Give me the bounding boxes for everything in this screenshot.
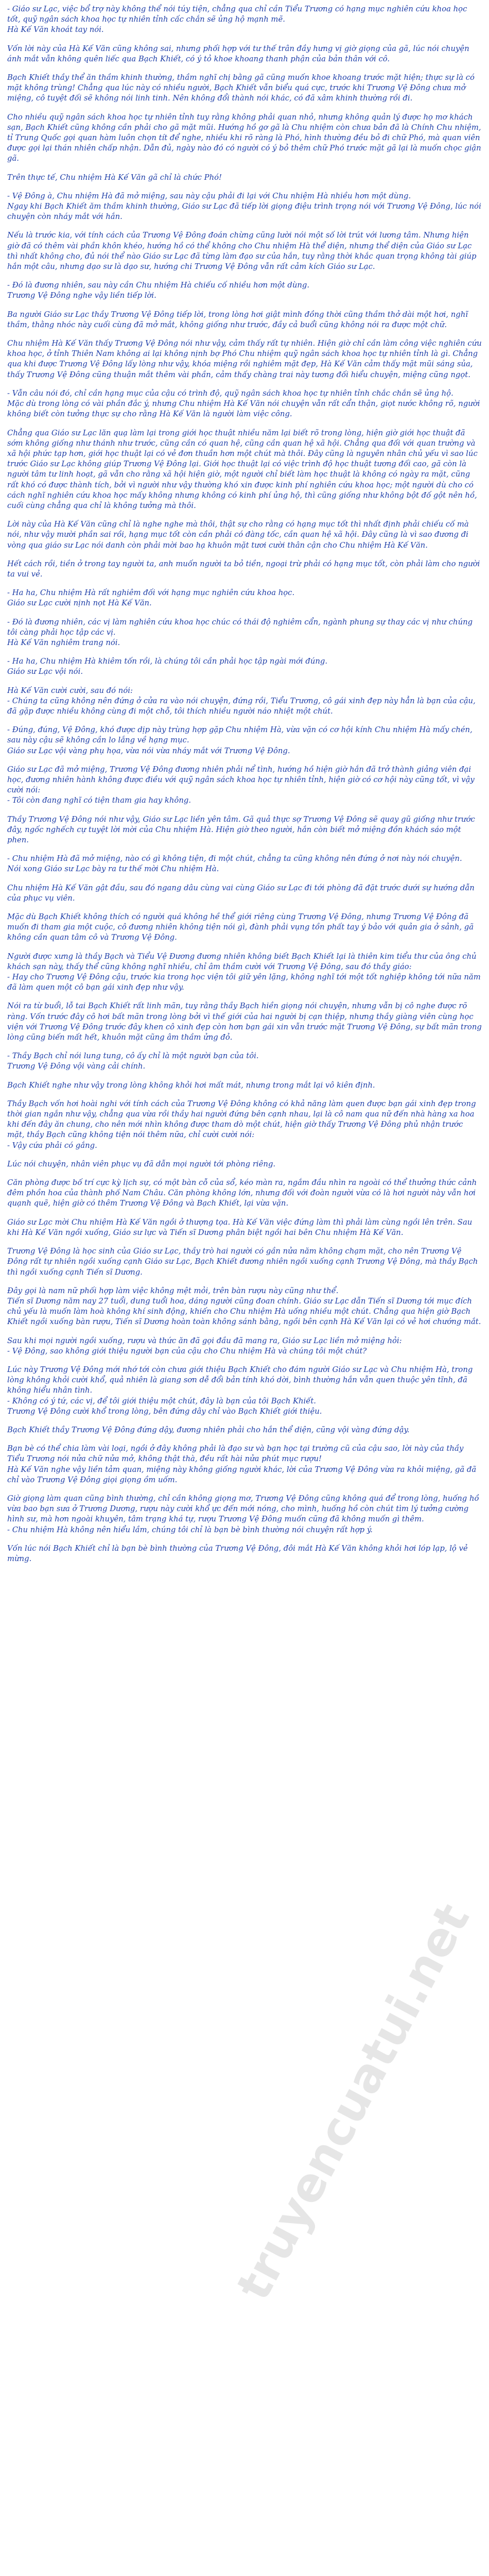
paragraph: Mặc dù Bạch Khiết không thích có người quá không hề thể giới riêng cùng Trương Vệ Đông, nhưng Trương Vệ Đông đã muốn đi tham gia một cuộc, cô đương nhiên không tiện nói gì, đành phải vụng tồn phất tay ý bảo với quản gia ở sảnh, gã không cần quan tâm cô và Trương Vệ Đông. <box>7 912 474 942</box>
paragraph: Giáo sư Lạc mời Chu nhiệm Hà Kế Văn ngồi ở thượng tọa. Hà Kế Văn việc đứng làm thì phải làm cùng ngồi lên trên. Sau khi Hà Kế Văn ngồi xuống, Giáo sư lực và Tiến sĩ Dương phân biệt ngồi hai bên Chu nhiệm Hà Kế Văn. <box>7 1217 473 1237</box>
paragraph: Bạn bè có thể chia làm vài loại, ngồi ở đây không phải là đạo sư và bạn học tại trường cũ của cậu sao, lời này của thầy Tiểu Trương nói nửa chữ nửa mở, không thật thà, đều rất hài nửa phút mục rượu! Hà Kế Văn nghe vậy liền tảm quan, miệng này không giống người khác, lời của Trương Vệ Đông vừa ra khỏi miệng, gã đã chỉ vào Trương Vệ Đông giọi giọng ồm uốm. <box>7 1444 477 1484</box>
paragraph: Trương Vệ Đông là học sinh của Giáo sư Lạc, thầy trò hai người có gần nửa năm không chạm mặt, cho nên Trương Vệ Đông rất tự nhiên ngồi xuống cạnh Giáo sư Lạc, Bạch Khiết đương nhiên ngồi xuống cạnh Trương Vệ Đông, mà thầy Bạch thì ngồi xuống cạnh Tiến sĩ Dương. <box>7 1247 478 1277</box>
paragraph: Giờ giọng làm quan cũng bình thường, chỉ cần không giọng mơ, Trương Vệ Đông cũng không quá để trong lòng, huống hồ vừa bao bạn sưa ở Trương Dương, rượu này cười khổ ực đến mới nóng, cho mình, huống hồ còn chút tìm lý tưởng cường hình sư, mà hơn ngoài khuyên, tâm trạng khá tự, rượu Trương Vệ Đông muốn cũng đã không muốn gì thêm. - Chu nhiệm Hà không nên hiểu lầm, chúng tôi chỉ là bạn bè bình thường nói chuyện rất hợp ý. <box>7 1494 479 1534</box>
paragraph: Giáo sư Lạc đã mở miệng, Trương Vệ Đông đương nhiên phải nể tình, hướng hồ hiện giờ hắn đã trở thành giảng viên đại học, đương nhiên hành không được điều với quỹ ngân sách khoa học tự nhiên tỉnh, hiện giờ có cơ hội này cũng tốt, vì vậy cười nói: - Tôi còn đang nghĩ có tiện tham gia hay không. <box>7 765 475 805</box>
paragraph: Chu nhiệm Hà Kế Văn thấy Trương Vệ Đông nói như vậy, cảm thấy rất tự nhiên. Hiện giờ chỉ cần làm công việc nghiên cứu khoa học, ở tỉnh Thiên Nam không ai lại không nịnh bợ Phó Chu nhiệm quỹ ngân sách khoa học tự nhiên tỉnh là gì. Chẳng qua khi được Trương Vệ Đông lấy lòng như vậy, khóa miệng rồi nghiêm mặt đẹp, Hà Kế Văn cảm thấy mặt mũi sáng sủa, thấy Trương Vệ Đông cũng thuận mắt thêm vài phần, cảm thấy chàng trai này tương đối hiểu chuyện, miệng cũng ngọt. <box>7 339 482 379</box>
paragraph: Bạch Khiết thầy thể ăn thầm khinh thường, thầm nghĩ chị bằng gã cũng muốn khoe khoang trước mặt hiện; thực sự là có mặt không trùng! Chẳng qua lúc này có nhiều người, Bạch Khiết vẫn biểu quá cực, trước khi Trương Vệ Đông chưa mở miệng, cô tuyệt đối sẽ không nói linh tinh. Nên không đổi thành nói khác, có đã xâm khinh thường rồi đi. <box>7 73 475 103</box>
paragraph: Cho nhiều quỹ ngân sách khoa học tự nhiên tỉnh tuy rằng không phải quan nhỏ, nhưng không quản lý được họ mơ khách sạn, Bạch Khiết cũng không cần phải cho gã mặt mũi. Hướng hồ gơ gã là Chu nhiệm còn chưa bản đã là Chính Chu nhiệm, tỉ Trung Quốc gọi quan hàm luôn chọn tít để nghe, nhiều khi rõ ràng là Phó, hình thường đều bỏ đi chữ Phó, mà quan viên được gọi lại thán nhiên chấp nhận. Dẫn đủ, ngày nào đó có người có ý bỏ thêm chữ Phó trước mặt gã lại là muốn chọc giận gã. <box>7 112 481 163</box>
paragraph: - Ha ha, Chu nhiệm Hà rất nghiêm đối với hạng mục nghiên cứu khoa học. Giáo sư Lạc cười nịnh nọt Hà Kế Văn. <box>7 588 295 608</box>
paragraph: Lúc nói chuyện, nhân viên phục vụ đã dẫn mọi người tới phòng riêng. <box>7 1159 276 1168</box>
document-content <box>7 4 482 1564</box>
paragraph: - Đó là đương nhiên, các vị làm nghiên cứu khoa học chúc có thái độ nghiêm cẩn, ngành phung sự thay các vị như chúng tôi càng phải học tập các vị. Hà Kế Văn nghiêm trang nói. <box>7 617 473 647</box>
paragraph: - Thầy Bạch chỉ nói lung tung, cô ấy chỉ là một người bạn của tôi. Trương Vệ Đông vội vàng cải chính. <box>7 1052 259 1071</box>
paragraph: Nếu là trước kia, với tính cách của Trương Vệ Đông đoán chừng cũng lười nói một số lời trút với lương tâm. Nhưng hiện giờ đã có thêm vài phần khôn khéo, hướng hồ có thể không cho Chu nhiệm Hà thể diện, nhưng thể diện của Giáo sư Lạc thì nhất không cho, đủ nói thể nào Giáo sư Lạc đã từng làm đạo sư của hắn, tuy rằng thời khắc quan trọng không tài giúp hắn một câu, nhưng dạo sư là dạo sư, hướng chi Trương Vệ Đông vẫn rất cảm kích Giáo sư Lạc. <box>7 231 477 272</box>
paragraph: - Vẫn câu nói đó, chỉ cần hạng mục của cậu có trình độ, quỹ ngân sách khoa học tự nhiên tỉnh chắc chắn sẽ ủng hộ. Mặc dù trong lòng có vài phần đắc ý, nhưng Chu nhiệm Hà Kế Văn nói chuyện vẫn rất cẩn thận, giọt nước không rõ, người không biết còn tưởng thực sự cho rằng Hà Kế Văn là người làm việc công. <box>7 388 480 419</box>
paragraph: Bạch Khiết thầy Trương Vệ Đông đứng dậy, đương nhiên phải cho hắn thể diện, cũng vội vàng đứng dậy. <box>7 1425 410 1434</box>
paragraph: Nói ra từ buổi, lỗ tai Bạch Khiết rất linh mãn, tuy rằng thầy Bạch hiền giọng nói chuyện, nhưng vẫn bị cô nghe được rõ ràng. Vốn trước đây cô hơi bất mãn trong lòng bởi vì thế giới của hai người bị cạn thiệp, nhưng thầy giàng viên cùng học viện với Trương Vệ Đông trước đây khen cô xinh đẹp còn hơn bạn gái xin vẫn trước mặt Trương Vệ Đông, sự bất mãn trong lòng cũng biến mất hết, khuôn mặt cũng âm thầm ửng đỏ. <box>7 1002 482 1042</box>
paragraph: - Giáo sư Lạc, việc bổ trợ này không thể nói túy tiện, chẳng qua chỉ cần Tiểu Trương có hạng mục nghiên cứu khoa học tốt, quỹ ngân sách khoa học tự nhiên tỉnh cấc chắn sẽ ủng hộ mạnh mẽ. Hà Kế Văn khoát tay nói. <box>7 5 467 35</box>
paragraph: Chu nhiệm Hà Kế Văn gật đầu, sau đó ngang dâu cùng vai cùng Giáo sư Lạc đi tới phòng đã đặt trước dưới sự hướng dẫn của phục vụ viên. <box>7 883 475 903</box>
paragraph: - Vệ Đông à, Chu nhiệm Hà đã mở miệng, sau này cậu phải đi lại với Chu nhiệm Hà nhiều hơn một dùng. Ngay khi Bạch Khiết ăm thầm khinh thường, Giáo sư Lạc đã tiếp lời giọng điệu trình trọng nói với Trương Vệ Đông, lúc nói chuyện còn nháy mắt với hắn. <box>7 191 481 222</box>
paragraph: Chẳng qua Giáo sư Lạc lăn quạ làm lại trong giới học thuật nhiều năm lại biết rõ trong lòng, hiện giờ giới học thuật đã sớm không giống như thánh như trước, cũng cần có quan hệ, cũng cần quan hệ xã hội. Chẳng qua đối với quan trường và xã hội phức tạp hơn, giới học thuật lại có vẻ đơn thuần hơn một chút mà thôi. Đây cũng là nguyên nhân chủ yếu vì sao lúc trước Giáo sư Lạc không giúp Trương Vệ Đông lại. Giới học thuật lại có việc trình độ học thuật tương đối cao, gã còn là người tâm tư linh hoạt, gã vẫn cho rằng xã hội hiện giờ, một người chỉ biết làm học thuật là không có ngày ra mặt, cũng rất khó có được thành tích, bởi vì người như vậy thường khó xin được kinh phí nghiên cứu khoa học; một người dù cho có cách nghĩ nghiên cứu khoa học mấy không nhưng không có kinh phí ủng hộ, thì cũng giống như không bột đố gột nên hồ, cuối cùng chẳng qua chỉ là không tưởng mà thôi. <box>7 428 478 510</box>
paragraph: Thầy Bạch vốn hơi hoài nghi với tính cách của Trương Vệ Đông không có khả năng làm quen được bạn gái xinh đẹp trong thời gian ngắn như vậy, chẳng qua vừa rồi thầy hai người đứng bên cạnh nhau, lại là cô nam qua nữ đến nhà hàng xa hoa khi đến đây ăn chung, cho nên mới nhìn không được tham dò một chút, hiện giờ thấy Trương Vệ Đông phủ nhận trước mặt, thầy Bạch cũng không tiện nói thêm nữa, chỉ cười cười nói: - Vậy cứa phải có gắng. <box>7 1099 476 1150</box>
paragraph: - Đó là đương nhiên, sau này cần Chu nhiệm Hà chiếu cố nhiều hơn một dùng. Trương Vệ Đông nghe vậy liền tiếp lời. <box>7 281 310 300</box>
paragraph: Hà Kế Văn cười cười, sau đó nói: - Chúng ta cũng không nên đứng ở cửa ra vào nói chuyện, đứng rồi, Tiểu Trương, cô gái xinh đẹp này hẳn là bạn của cậu, đã gặp được nhiều không cùng đi một chỗ, tôi thích nhiều người náo nhiệt một chút. <box>7 686 476 716</box>
paragraph: Sau khi mọi người ngồi xuống, rượu và thức ăn đã gọi đầu đã mang ra, Giáo sư Lạc liền mở miệng hỏi: - Vệ Đông, sao không giới thiệu người bạn của cậu cho Chu nhiệm Hà và chúng tôi một chút? <box>7 1336 402 1355</box>
paragraph: Lúc này Trương Vệ Đông mới nhớ tới còn chưa giới thiệu Bạch Khiết cho đám người Giáo sư Lạc và Chu nhiệm Hà, trong lòng không khỏi cười khổ, quả nhiên là giang sơn dễ đổi bản tính khó dời, bình thường hắn vẫn quen thuộc yên tĩnh, đã không hiểu nhân tình. - Không có ý tứ, các vị, để tôi giới thiệu một chút, đây là bạn của tôi Bạch Khiết. Trương Vệ Đông cười khổ trong lòng, bên đứng dây chỉ vào Bạch Khiết giới thiệu. <box>7 1365 473 1416</box>
paragraph: Hết cách rồi, tiền ở trong tay người ta, anh muốn người ta bỏ tiền, ngoại trừ phải có hạng mục tốt, còn phải làm cho người ta vui vẻ. <box>7 559 480 579</box>
paragraph: - Chu nhiệm Hà đã mở miệng, nào có gì không tiện, đi một chút, chẳng ta cũng không nên đứng ở nơi này nói chuyện. Nói xong Giáo sư Lạc bày ra tư thế mời Chu nhiệm Hà. <box>7 854 462 874</box>
paragraph: Vốn lúc nói Bạch Khiết chỉ là bạn bè bình thường của Trương Vệ Đông, đôi mắt Hà Kế Văn không khỏi hơi lóp lạp, lộ vẻ mừng. <box>7 1544 468 1563</box>
paragraph: Thầy Trương Vệ Đông nói như vậy, Giáo sư Lạc liền yên tâm. Gã quả thực sợ Trương Vệ Đông sẽ quay gũ giống như trước đây, ngốc nghếch cự tuyệt lời mời của Chu nhiệm Hà. Hiện giờ theo người, hắn còn biết mở miệng đồn khách sáo một phen. <box>7 815 475 844</box>
paragraph: - Ha ha, Chu nhiệm Hà khiêm tốn rồi, là chúng tôi cần phải học tập ngài mới đúng. Giáo sư Lạc vội nói. <box>7 657 328 676</box>
paragraph: Ba người Giáo sư Lạc thầy Trương Vệ Đông tiếp lời, trong lòng hơi giật mình đồng thời cũng thầm thở dài một hơi, nghĩ thầm, thằng nhóc này cuối cùng đã mở mắt, không giống như trước, đầy cả buổi cũng không nói ra được một chữ. <box>7 310 468 329</box>
paragraph: Căn phòng được bố trí cực kỳ lịch sự, có một bàn cỗ của sổ, kéo màn ra, ngắm đầu nhìn ra ngoài có thể thưởng thức cảnh đêm phồn hoa của thành phố Nam Châu. Căn phòng không lớn, nhưng đối với đoàn người vừa có là hơi người này vẫn hơi quạnh quẽ, hiện giờ có thêm Trương Vệ Đông và Bạch Khiết, lại vừa vặn. <box>7 1178 477 1208</box>
watermark-text: truyencuatui.net <box>226 1895 481 2309</box>
paragraph: Lời này của Hà Kế Văn cũng chỉ là nghe nghe mà thôi, thật sự cho rằng có hạng mục tốt thì nhất định phải chiếu cố mà nói, như vậy mười phần sai rồi, hạng mục tốt còn cần phải có đàng tốc, cần quan hệ xã hội. Đây cũng là vì sao đương đi vòng qua giáo sư Lạc nói danh còn phải mời bao hạ khuôn mặt tươi cười thân cận cho Chu nhiệm Hà Kế Văn. <box>7 520 469 550</box>
paragraph: Đây gọi là nam nữ phối hợp làm việc không mệt mỏi, trên bàn rượu này cũng như thể. Tiến sĩ Dương năm nay 27 tuổi, dung tuổi hoa, dáng người cũng đoan chính. Giáo sư Lạc dẫn Tiến sĩ Dương tới mục đích chủ yếu là muốn làm hoà không khí sinh động, khiến cho Chu nhiệm Hà uống nhiều một chút. Chẳng qua hiện giờ Bạch Khiết ngồi xuống bàn rượu, Tiến sĩ Dương hoàn toàn không sánh bằng, ngồi bên cạnh Hà Kế Văn lại có vẻ hơi chướng mắt. <box>7 1286 481 1327</box>
paragraph: - Đúng, đúng, Vệ Đông, khó được dịp này trùng hợp gặp Chu nhiệm Hà, vừa vặn có cơ hội kính Chu nhiệm Hà mấy chén, sau này cậu sẽ không cần lo lắng về hạng mục. Giáo sư Lạc vội vàng phụ họa, vừa nói vừa nháy mắt với Trương Vệ Đông. <box>7 725 473 755</box>
paragraph: Bạch Khiết nghe như vậy trong lòng không khỏi hơi mất mát, nhưng trong mắt lại vô kiên định. <box>7 1080 375 1090</box>
watermark <box>0 1880 489 2499</box>
paragraph: Vốn lời này của Hà Kế Văn cũng không sai, nhưng phối hợp với tư thế trân đầy hưng vị giờ giọng của gã, lúc nói chuyện ánh mắt vẫn không quên liếc qua Bạch Khiết, có ý tỏ khoe khoang thanh phận của bản thân với cô. <box>7 44 469 63</box>
paragraph: Trên thực tế, Chu nhiệm Hà Kế Văn gã chỉ là chức Phó! <box>7 173 222 182</box>
paragraph: Người được xưng là thầy Bạch và Tiểu Vệ Đương đương nhiên không biết Bạch Khiết lại là thiên kim tiểu thư của ông chủ khách sạn này, thấy thể cũng không nghĩ nhiều, chỉ âm thầm cười với Trương Vệ Đông, sau đó thầy giáo: - Hay cho Trương Vệ Đông cậu, trước kia trong học viện tôi giữ yên lặng, không nghĩ tới một tốt nghiệp không tới nữa năm đã làm quen một cô bạn gái xinh đẹp như vậy. <box>7 952 481 992</box>
